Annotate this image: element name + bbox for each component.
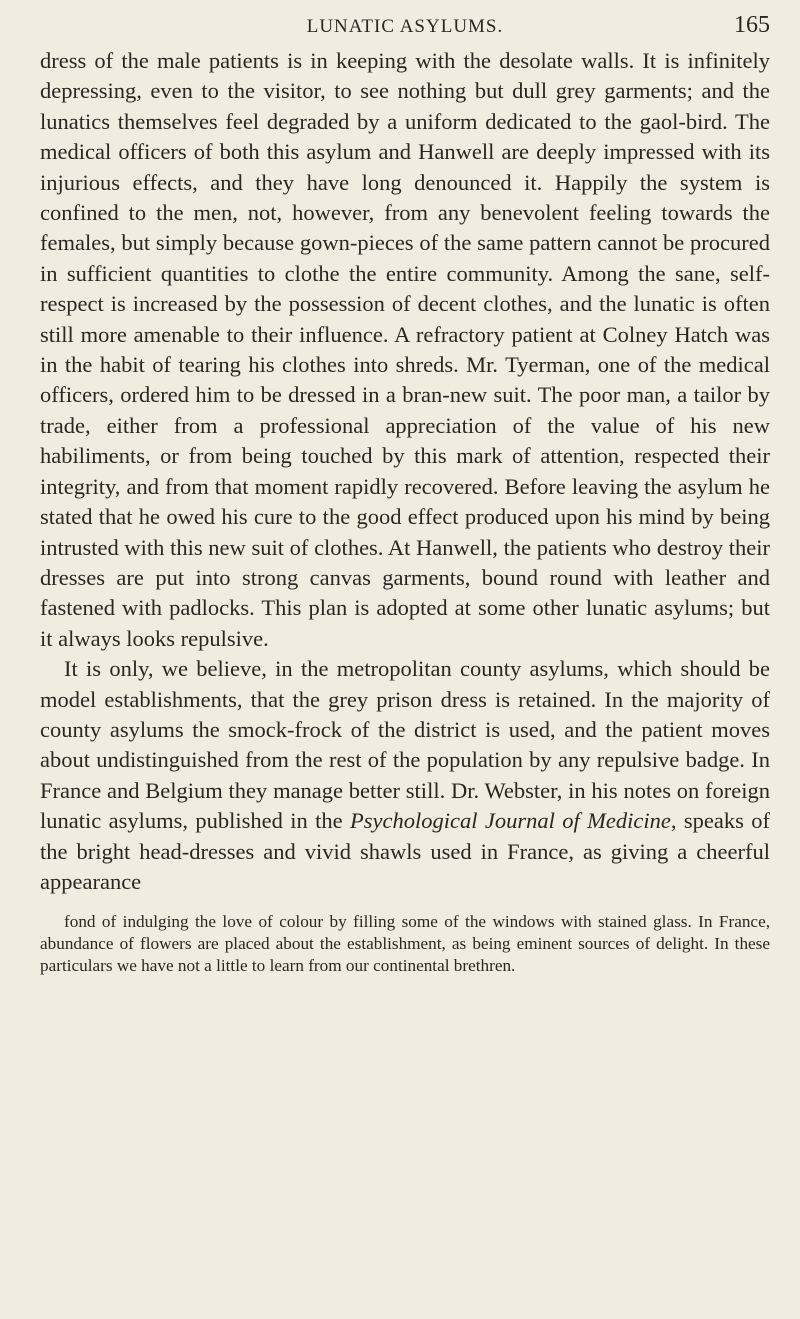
paragraph-2-end: , speaks of the bright head-dresses and vivid shawls used in France, as giving a cheerful appearance [40,808,770,894]
body-text [40,46,770,897]
footnote: fond of indulging the love of colour by filling some of the windows with stained glass. In France, abundance of flowers are placed about the establishment, as being eminent sources of delight. In these particulars we have not a little to learn from our continental brethren. [40,912,770,975]
running-title: LUNATIC ASYLUMS. [306,16,504,37]
journal-title: Psychological Journal of Medicine [350,808,671,834]
book-page [40,12,770,1307]
running-head [40,12,770,46]
paragraph-2 [40,654,770,897]
page-number: 165 [734,12,770,38]
paragraph-1: dress of the male patients is in keeping with the desolate walls. It is infinitely depressing, even to the visitor, to see nothing but dull grey garments; and the lunatics themselves feel degraded by a uniform dedicated to the gaol-bird. The medical officers of both this asylum and Hanwell are deeply impressed with its injurious effects, and they have long denounced it. Happily the system is confined to the men, not, however, from any benevolent feeling towards the females, but simply because gown-pieces of the same pattern cannot be procured in sufficient quantities to clothe the entire community. Among the sane, self-respect is increased by the possession of decent clothes, and the lunatic is often still more amenable to their influence. A refractory patient at Colney Hatch was in the habit of tearing his clothes into shreds. Mr. Tyerman, one of the medical officers, ordered him to be dressed in a bran-new suit. The poor man, a tailor by trade, either from a professional appreciation of the value of his new habiliments, or from being touched by this mark of attention, respected their integrity, and from that moment rapidly recovered. Before leaving the asylum he stated that he owed his cure to the good effect produced upon his mind by being intrusted with this new suit of clothes. At Hanwell, the patients who destroy their dresses are put into strong canvas garments, bound round with leather and fastened with padlocks. This plan is adopted at some other lunatic asylums; but it always looks repulsive. [40,48,770,651]
paragraph-2-start: It is only, we believe, in the metropolitan county asylums, which should be model establishments, that the grey prison dress is retained. In the majority of county asylums the smock-frock of the district is used, and the patient moves about undistinguished from the rest of the population by any repulsive badge. In France and Belgium they manage better still. Dr. Webster, in his notes on foreign lunatic asylums, published in the [40,656,770,834]
